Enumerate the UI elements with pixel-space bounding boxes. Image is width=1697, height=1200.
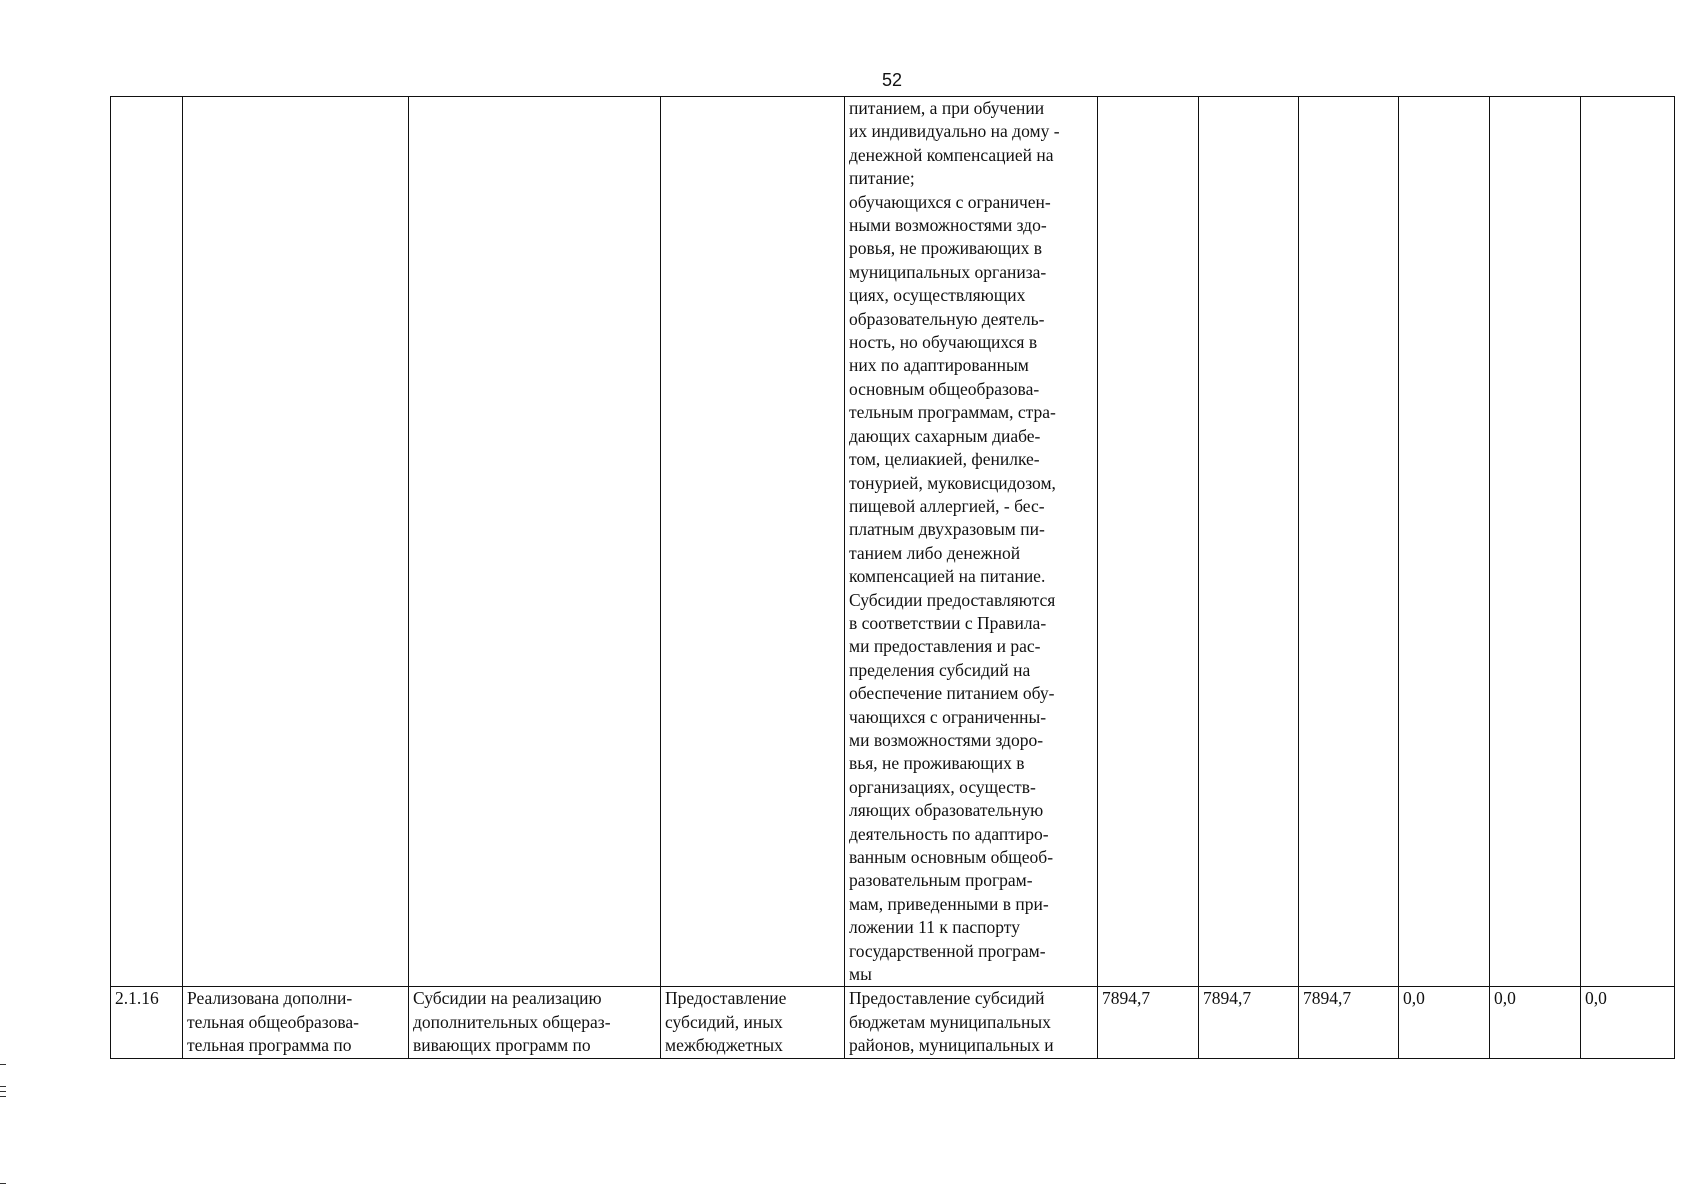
cell-value-4 xyxy=(1399,97,1490,987)
scan-margin-mark xyxy=(0,1064,6,1065)
scan-margin-mark xyxy=(0,1183,6,1184)
cell-value-1: 7894,7 xyxy=(1098,987,1199,1059)
cell-value-4: 0,0 xyxy=(1399,987,1490,1059)
cell-value-2 xyxy=(1199,97,1299,987)
table-row xyxy=(111,987,1675,1059)
cell-value-5 xyxy=(1490,97,1581,987)
cell-result xyxy=(183,97,409,987)
scan-margin-mark xyxy=(0,1086,6,1087)
cell-value-1 xyxy=(1098,97,1199,987)
cell-value-5: 0,0 xyxy=(1490,987,1581,1059)
program-table xyxy=(110,96,1675,1059)
cell-details: питанием, а при обучении их индивидуально на дому - денежной компенсацией на питание; обучающихся с ограничен- ными возможностями здо- ровья, не проживающих в муниципальных организа- циях, осуществляющих образовательную деятель- ность, но обучающихся в них по адаптированным основным общеобразова- тельным программам, стра- дающих сахарным диабе- том, целиакией, фенилке- тонурией, муковисцидозом, пищевой аллергией, - бес- платным двухразовым пи- танием либо денежной компенсацией на питание. Субсидии предоставляются в соответствии с Правила- ми предоставления и рас- пределения субсидий на обеспечение питанием обу- чающихся с ограниченны- ми возможностями здоро- вья, не проживающих в организациях, осуществ- ляющих образовательную деятельность по адаптиро- ванным основным общеоб- разовательным програм- мам, приведенными в при- ложении 11 к паспорту государственной програм- мы xyxy=(845,97,1098,987)
cell-details: Предоставление субсидий бюджетам муниципальных районов, муниципальных и xyxy=(845,987,1098,1059)
cell-value-6: 0,0 xyxy=(1581,987,1675,1059)
table-row xyxy=(111,97,1675,987)
cell-value-6 xyxy=(1581,97,1675,987)
scan-margin-mark xyxy=(0,1091,6,1092)
page-number: 52 xyxy=(881,70,903,90)
cell-mechanism xyxy=(661,97,845,987)
cell-mechanism: Предоставление субсидий, иных межбюджетных xyxy=(661,987,845,1059)
scan-margin-mark xyxy=(0,1096,6,1097)
cell-result: Реализована дополни- тельная общеобразова- тельная программа по xyxy=(183,987,409,1059)
cell-value-3: 7894,7 xyxy=(1299,987,1399,1059)
cell-value-2: 7894,7 xyxy=(1199,987,1299,1059)
cell-id: 2.1.16 xyxy=(111,987,183,1059)
cell-description xyxy=(409,97,661,987)
cell-value-3 xyxy=(1299,97,1399,987)
cell-description: Субсидии на реализацию дополнительных общераз- вивающих программ по xyxy=(409,987,661,1059)
cell-id xyxy=(111,97,183,987)
